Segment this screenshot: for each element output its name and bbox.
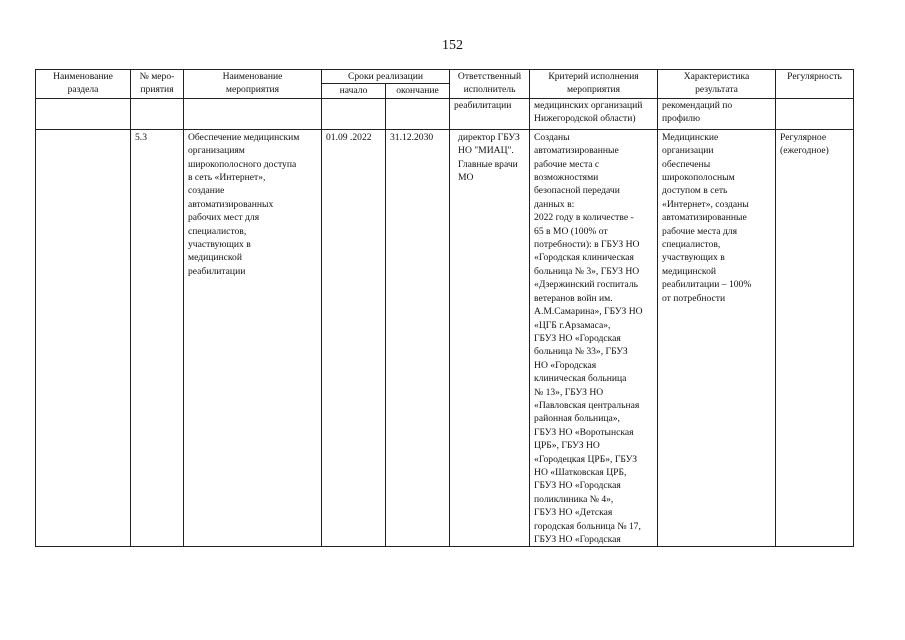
cell-start-date: 01.09 .2022: [322, 129, 386, 547]
cell-section: [36, 129, 131, 547]
header-regularity: Регулярность: [776, 70, 854, 99]
page-number: 152: [442, 38, 463, 53]
header-event-number: № меро- приятия: [131, 70, 184, 99]
cell-empty: [36, 98, 131, 129]
header-executor: Ответственный исполнитель: [450, 70, 530, 99]
cell-event-name: Обеспечение медицинским организациям широкополосного доступа в сеть «Интернет», создание автоматизированных рабочих мест для специалистов, участвующих в медицинской реабилитации: [184, 129, 322, 547]
cont-criterion: медицинских организаций Нижегородской области): [530, 98, 658, 129]
cell-empty: [776, 98, 854, 129]
header-event-name: Наименование мероприятия: [184, 70, 322, 99]
header-row-1: [36, 70, 854, 84]
table-row: [36, 129, 854, 547]
cell-empty: [184, 98, 322, 129]
continuation-row: [36, 98, 854, 129]
cell-empty: [131, 98, 184, 129]
cell-result: Медицинские организации обеспечены широкополосным доступом в сеть «Интернет», созданы автоматизированные рабочие места для специалистов, участвующих в медицинской реабилитации – 100% от потребности: [658, 129, 776, 547]
header-criterion: Критерий исполнения мероприятия: [530, 70, 658, 99]
cell-criterion: Созданы автоматизированные рабочие места с возможностями безопасной передачи данных в: 2022 году в количестве - 65 в МО (100% от потребности): в ГБУЗ НО «Городская клиническая больница № 3», ГБУЗ НО «Дзержинский госпиталь ветеранов войн им. А.М.Самарина», ГБУЗ НО «ЦГБ г.Арзамаса», ГБУЗ НО «Городская больница № 33», ГБУЗ НО «Городская клиническая больница № 13», ГБУЗ НО «Павловская центральная районная больница», ГБУЗ НО «Воротынская ЦРБ», ГБУЗ НО «Городецкая ЦРБ», ГБУЗ НО «Шатковская ЦРБ, ГБУЗ НО «Городская поликлиника № 4», ГБУЗ НО «Детская городская больница № 17, ГБУЗ НО «Городская: [530, 129, 658, 547]
cell-regularity: Регулярное (ежегодное): [776, 129, 854, 547]
header-section-name: Наименование раздела: [36, 70, 131, 99]
header-terms: Сроки реализации: [322, 70, 450, 84]
cont-executor: реабилитации: [450, 98, 530, 129]
header-end: окончание: [386, 84, 450, 98]
header-start: начало: [322, 84, 386, 98]
cell-event-number: 5.3: [131, 129, 184, 547]
cell-empty: [322, 98, 386, 129]
events-table: [35, 69, 854, 547]
cell-end-date: 31.12.2030: [386, 129, 450, 547]
cont-result: рекомендаций по профилю: [658, 98, 776, 129]
header-result: Характеристика результата: [658, 70, 776, 99]
cell-executor: директор ГБУЗ НО "МИАЦ". Главные врачи МО: [450, 129, 530, 547]
cell-empty: [386, 98, 450, 129]
